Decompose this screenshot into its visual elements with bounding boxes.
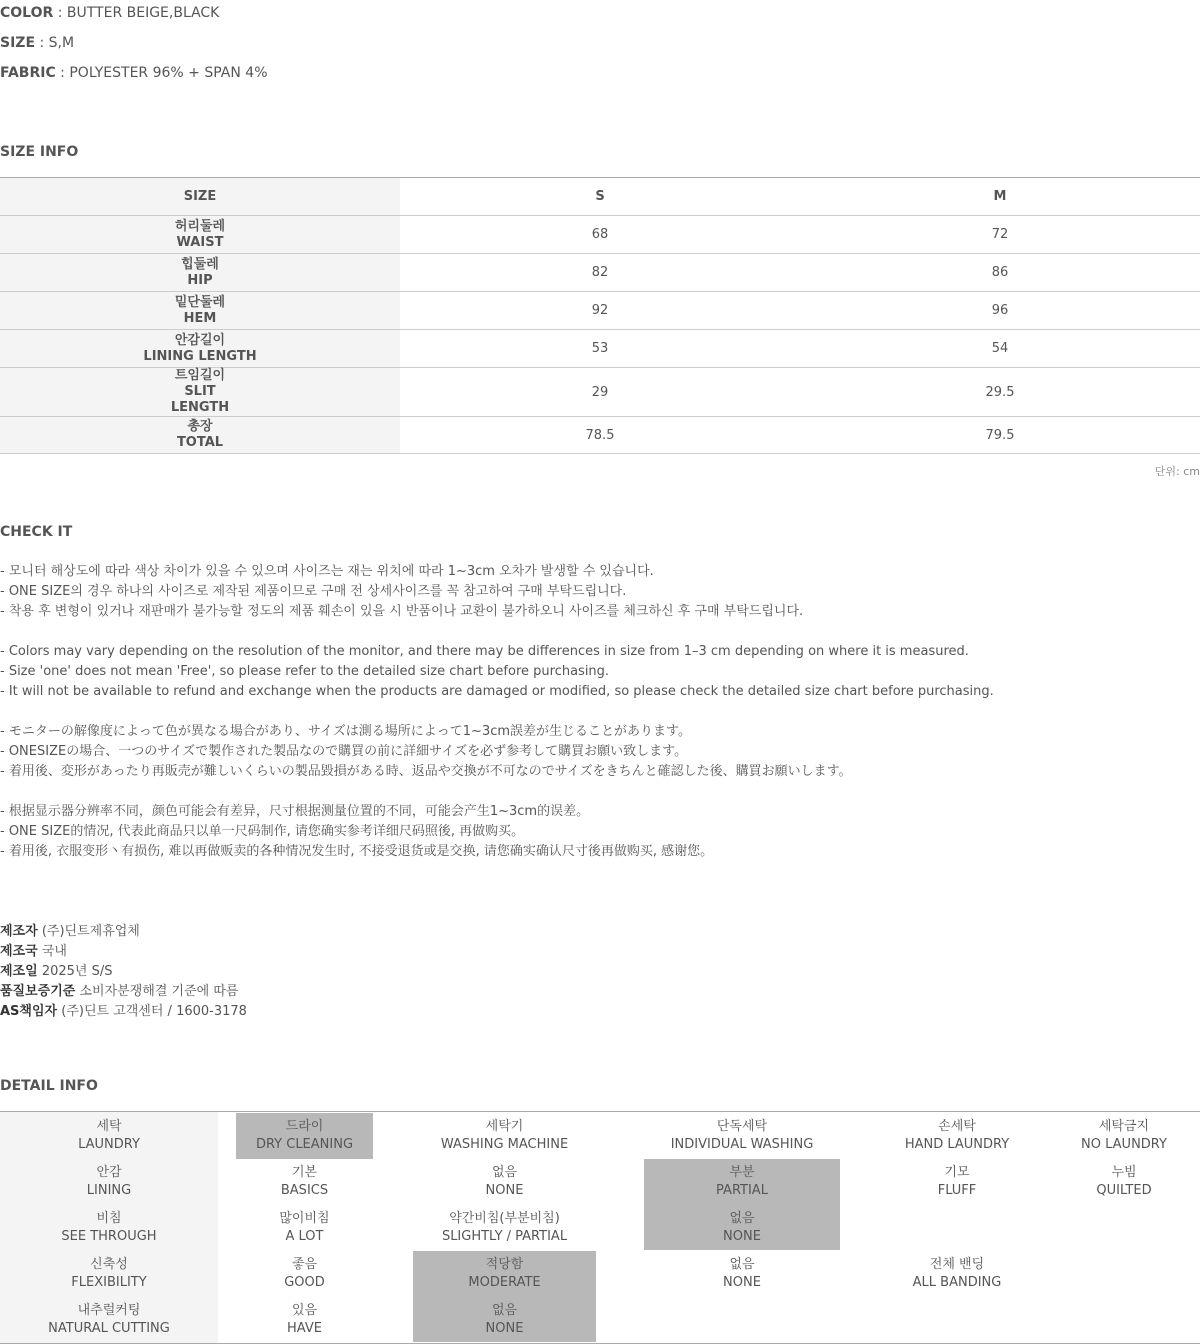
check-line: - Colors may vary depending on the resolution of the monitor, and there may be differences in size from 1–3 cm depending on where it is measured. [0, 644, 969, 659]
spec-value: : S,M [35, 35, 75, 51]
info-key: 제조일 [0, 964, 38, 979]
detail-option-ko: 많이비침 [279, 1211, 330, 1226]
detail-label-en: NATURAL CUTTING [48, 1321, 170, 1336]
detail-option-en: NONE [723, 1275, 761, 1290]
check-line: - ONE SIZE的情况, 代表此商品只以单一尺码制作, 请您确实参考详细尺码照後, 再做购买。 [0, 824, 525, 839]
detail-option [880, 1159, 1034, 1205]
detail-option-ko: 전체 밴딩 [929, 1257, 985, 1272]
detail-option-en: NONE [485, 1183, 524, 1198]
detail-option [1050, 1113, 1198, 1159]
detail-option [236, 1159, 373, 1205]
measure-label [0, 417, 400, 454]
check-group-ko [0, 562, 803, 622]
measure-label-en: TOTAL [176, 435, 224, 450]
info-country [0, 942, 67, 962]
check-line: - Size 'one' does not mean 'Free', so please refer to the detailed size chart before purchasing. [0, 664, 610, 679]
size-info-title: SIZE INFO [0, 144, 79, 160]
measure-label-en: LENGTH [170, 400, 230, 415]
detail-option [644, 1205, 840, 1250]
detail-label-en: SEE THROUGH [61, 1229, 157, 1244]
measure-label-ko: 트임길이 [174, 368, 226, 383]
detail-option-ko: 손세탁 [938, 1119, 976, 1134]
size-m-value: 54 [800, 330, 1200, 368]
check-line: - 根据显示器分辨率不同，颜色可能会有差异，尺寸根据测量位置的不同，可能会产生1~3cm的误差。 [0, 804, 590, 819]
info-value: 국내 [37, 944, 67, 959]
size-s-value: 53 [400, 330, 800, 368]
detail-option-ko: 드라이 [285, 1119, 324, 1134]
detail-grid [0, 1111, 1200, 1344]
measure-label-ko: 밑단둘레 [174, 294, 226, 310]
info-as [0, 1002, 247, 1022]
detail-option-en: FLUFF [937, 1183, 977, 1198]
size-header-cell: M [800, 178, 1200, 216]
detail-option-ko: 세탁금지 [1098, 1119, 1150, 1134]
detail-option-ko: 누빔 [1111, 1165, 1137, 1180]
detail-option-ko: 약간비침(부분비침) [449, 1211, 560, 1226]
size-s-value: 29 [400, 368, 800, 417]
measure-label-en: SLIT [184, 384, 216, 399]
measure-label-ko: 총장 [187, 419, 213, 434]
info-value: 소비자분쟁해결 기준에 따름 [75, 984, 239, 999]
table-row [0, 368, 1200, 417]
measure-label [0, 330, 400, 368]
detail-option-en: NONE [485, 1321, 524, 1336]
detail-option-en: GOOD [284, 1275, 325, 1290]
detail-option [413, 1159, 596, 1205]
size-m-value: 79.5 [800, 417, 1200, 454]
detail-label-lining [0, 1159, 218, 1205]
info-key: 제조국 [0, 944, 38, 959]
check-line: - ONESIZEの場合、一つのサイズで製作された製品なので購買の前に詳細サイズを必ず参考して購買お願い致します。 [0, 744, 688, 759]
detail-option [236, 1113, 373, 1159]
detail-option [644, 1159, 840, 1205]
detail-label-en: LINING [86, 1183, 132, 1198]
check-group-ja [0, 722, 852, 782]
measure-label-en: LINING LENGTH [143, 348, 257, 364]
detail-option [413, 1205, 596, 1251]
check-line: - 着用後, 衣服变形丶有损伤, 难以再做贩卖的各种情况发生时, 不接受退货或是交换, 请您确实确认尺寸後再做购买, 感谢您。 [0, 844, 714, 859]
size-m-value: 96 [800, 292, 1200, 330]
unit-note: 단위: cm [1154, 465, 1200, 478]
check-group-zh [0, 802, 713, 862]
measure-label-ko: 허리둘레 [174, 218, 226, 234]
table-row [0, 254, 1200, 292]
detail-option-en: ALL BANDING [912, 1275, 1002, 1290]
check-line: - ONE SIZE의 경우 하나의 사이즈로 제작된 제품이므로 구매 전 상세사이즈를 꼭 참고하여 구매 부탁드립니다. [0, 584, 627, 599]
detail-option-en: SLIGHTLY / PARTIAL [441, 1229, 568, 1244]
check-it-title: CHECK IT [0, 524, 73, 540]
size-m-value: 86 [800, 254, 1200, 292]
check-line: - 모니터 해상도에 따라 색상 차이가 있을 수 있으며 사이즈는 재는 위치에 따라 1~3cm 오차가 발생할 수 있습니다. [0, 564, 654, 579]
measure-label [0, 368, 400, 417]
size-header-cell: S [400, 178, 800, 216]
table-row [0, 417, 1200, 454]
detail-info-title: DETAIL INFO [0, 1078, 98, 1094]
size-table-header [0, 178, 1200, 216]
detail-label-ko: 내추럴커팅 [77, 1303, 141, 1318]
check-line: - 着用後、変形があったり再販売が難しいくらいの製品毀損がある時、返品や交換が不可なのでサイズをきちんと確認した後、購買お願いします。 [0, 764, 852, 779]
detail-option-ko: 기본 [291, 1165, 318, 1180]
detail-label-ko: 비침 [96, 1211, 122, 1226]
size-m-value: 29.5 [800, 368, 1200, 417]
detail-option [880, 1113, 1034, 1159]
detail-label-en: LAUNDRY [78, 1137, 140, 1152]
detail-option [1050, 1159, 1198, 1205]
info-manufacturer [0, 922, 140, 942]
measure-label-en: HIP [187, 272, 213, 288]
detail-label-ko: 안감 [96, 1165, 122, 1180]
check-group-en [0, 642, 994, 702]
info-key: 품질보증기준 [0, 984, 76, 999]
detail-option-en: INDIVIDUAL WASHING [670, 1137, 814, 1152]
size-header-cell: SIZE [0, 178, 400, 216]
detail-option-en: NONE [723, 1229, 761, 1244]
spec-value: : POLYESTER 96% + SPAN 4% [55, 65, 268, 81]
detail-option [413, 1113, 596, 1159]
detail-option-ko: 적당함 [485, 1257, 524, 1272]
detail-label-ko: 세탁 [96, 1119, 122, 1134]
detail-label-laundry [0, 1113, 218, 1159]
detail-option-ko: 없음 [729, 1257, 755, 1272]
detail-option-en: HAND LAUNDRY [904, 1137, 1010, 1152]
size-s-value: 92 [400, 292, 800, 330]
detail-option [236, 1205, 373, 1251]
detail-option-ko: 세탁기 [485, 1119, 524, 1134]
size-s-value: 68 [400, 216, 800, 254]
info-date [0, 962, 112, 982]
check-line: - It will not be available to refund and exchange when the products are damaged or modified, so please check the detailed size chart before purchasing. [0, 684, 994, 699]
detail-option-en: QUILTED [1096, 1183, 1152, 1198]
spec-key: SIZE [0, 35, 36, 51]
spec-key: COLOR [0, 5, 54, 21]
info-value: (주)딘트 고객센터 / 1600-3178 [57, 1004, 247, 1019]
spec-fabric [0, 64, 268, 82]
detail-option-ko: 단독세탁 [716, 1119, 768, 1134]
detail-label-natural-cutting [0, 1297, 218, 1342]
table-row [0, 330, 1200, 368]
detail-option-en: NO LAUNDRY [1081, 1137, 1167, 1152]
detail-option-ko: 없음 [491, 1165, 518, 1180]
detail-option [236, 1297, 373, 1342]
detail-option [413, 1297, 596, 1342]
table-row [0, 292, 1200, 330]
detail-option-ko: 기모 [944, 1165, 970, 1180]
detail-label-en: FLEXIBILITY [71, 1275, 147, 1290]
measure-label [0, 216, 400, 254]
detail-option-en: PARTIAL [716, 1183, 768, 1198]
spec-value: : BUTTER BEIGE,BLACK [53, 5, 220, 21]
detail-option-en: WASHING MACHINE [440, 1137, 569, 1152]
detail-option-ko: 있음 [291, 1303, 318, 1318]
spec-color [0, 4, 219, 22]
measure-label-en: HEM [183, 310, 217, 326]
measure-label [0, 292, 400, 330]
measure-label-en: WAIST [176, 234, 224, 250]
table-row [0, 216, 1200, 254]
size-s-value: 82 [400, 254, 800, 292]
detail-option-ko: 부분 [729, 1165, 755, 1180]
spec-key: FABRIC [0, 65, 56, 81]
info-key: AS책임자 [0, 1004, 58, 1019]
measure-label-ko: 안감길이 [174, 332, 226, 348]
detail-option-ko: 좋음 [291, 1257, 318, 1272]
detail-option [644, 1251, 840, 1297]
info-quality [0, 982, 238, 1002]
info-key: 제조자 [0, 924, 38, 939]
detail-label-see-through [0, 1205, 218, 1251]
detail-option-en: HAVE [287, 1321, 322, 1336]
detail-option-ko: 없음 [729, 1211, 755, 1226]
detail-label-flexibility [0, 1251, 218, 1297]
detail-option [413, 1251, 596, 1297]
detail-option [644, 1113, 840, 1159]
check-line: - モニターの解像度によって色が異なる場合があり、サイズは測る場所によって1~3cm誤差が生じることがあります。 [0, 724, 691, 739]
detail-option-en: DRY CLEANING [255, 1137, 354, 1152]
info-value: (주)딘트제휴업체 [37, 924, 140, 939]
detail-label-ko: 신축성 [90, 1257, 128, 1272]
detail-option-ko: 없음 [491, 1303, 518, 1318]
detail-option [860, 1251, 1054, 1297]
detail-option [236, 1251, 373, 1297]
detail-option-en: MODERATE [468, 1275, 541, 1290]
spec-size [0, 34, 74, 52]
detail-option-en: BASICS [280, 1183, 329, 1198]
check-line: - 착용 후 변형이 있거나 재판매가 불가능할 정도의 제품 훼손이 있을 시 반품이나 교환이 불가하오니 사이즈를 체크하신 후 구매 부탁드립니다. [0, 604, 804, 619]
detail-option-en: A LOT [285, 1229, 324, 1244]
size-table [0, 177, 1200, 454]
measure-label-ko: 힙둘레 [181, 256, 219, 272]
size-m-value: 72 [800, 216, 1200, 254]
measure-label [0, 254, 400, 292]
info-value: 2025년 S/S [37, 964, 113, 979]
size-s-value: 78.5 [400, 417, 800, 454]
